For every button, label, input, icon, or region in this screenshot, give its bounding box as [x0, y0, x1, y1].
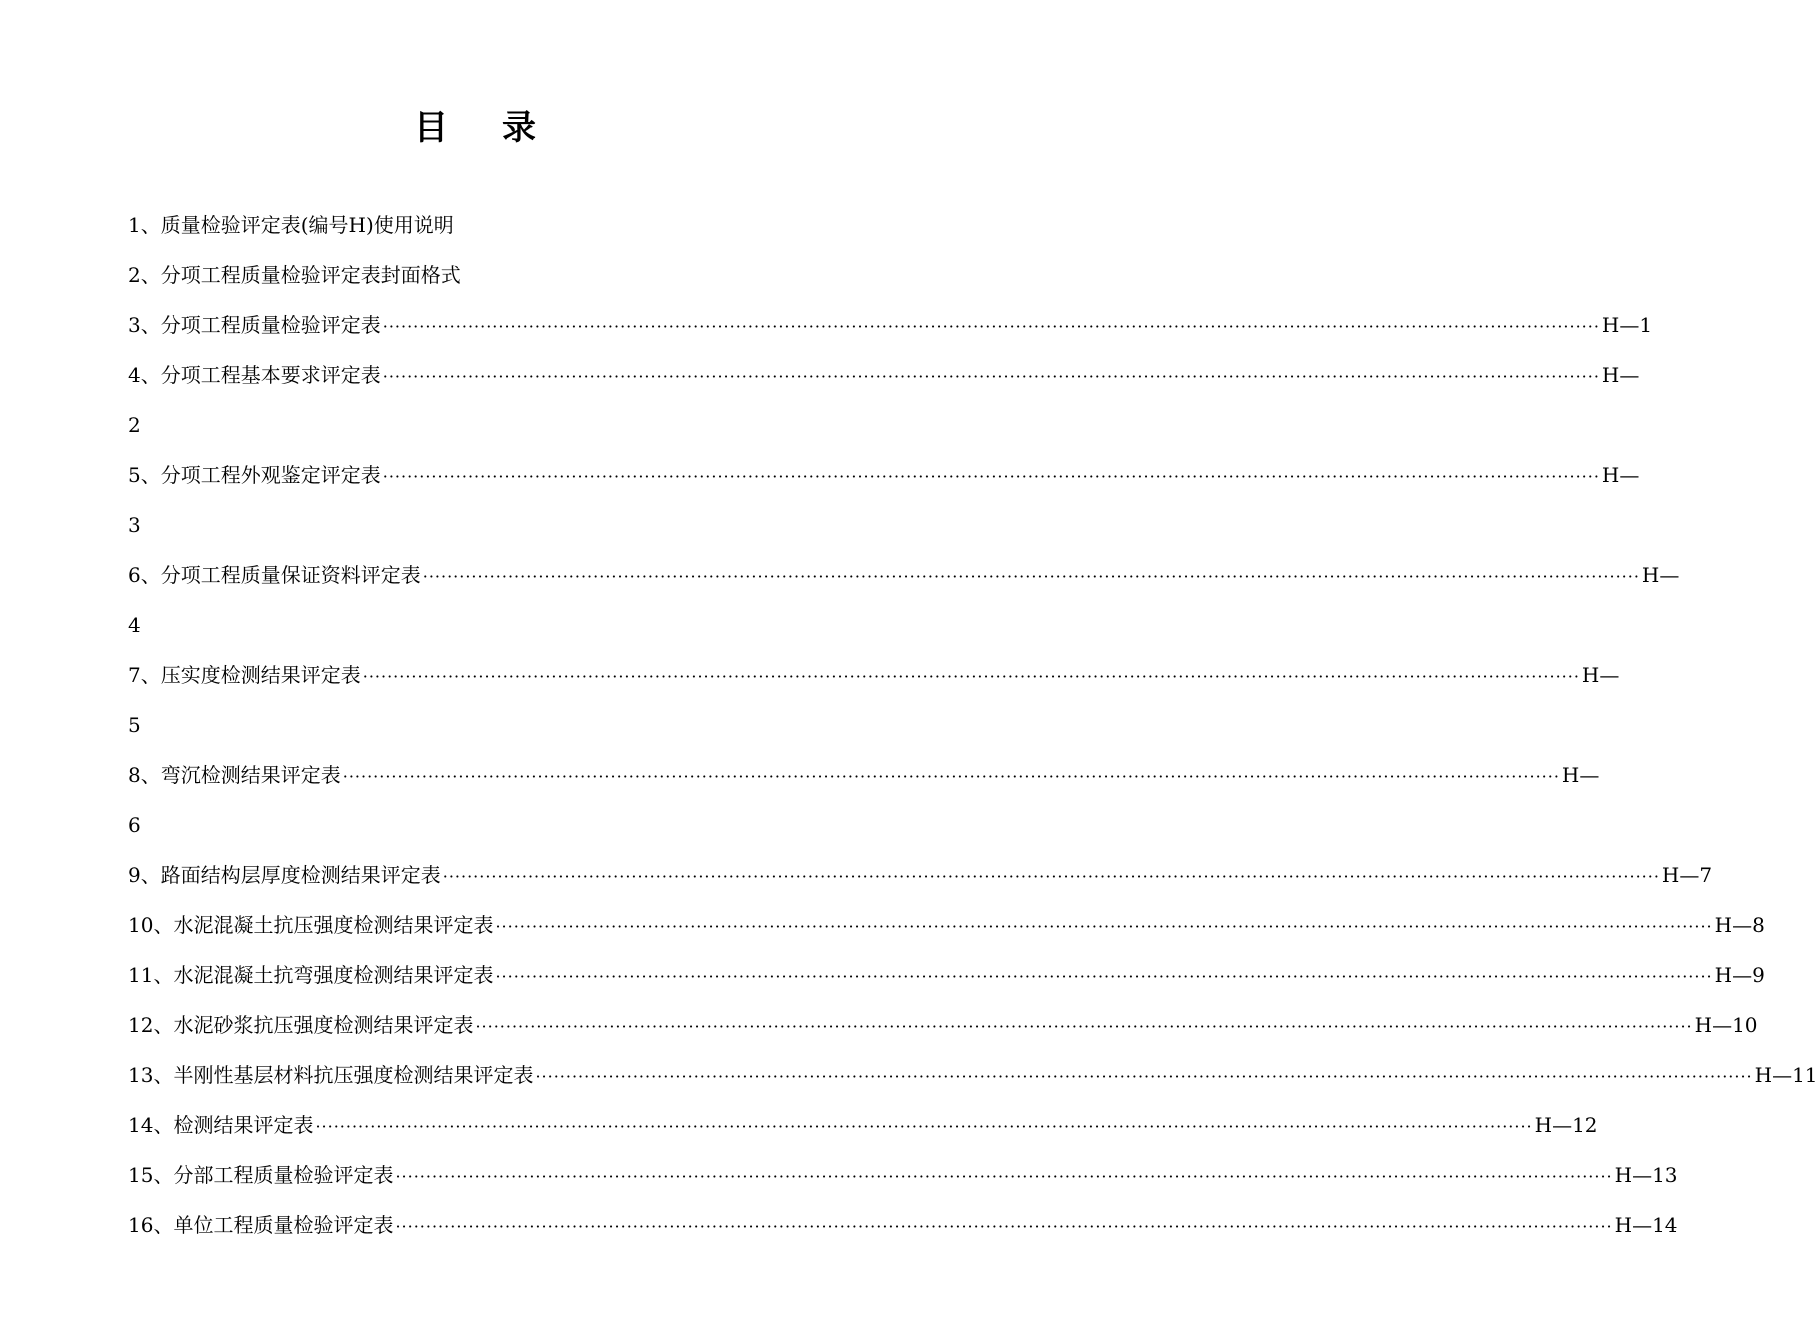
toc-entry-title: 检测结果评定表	[173, 1113, 314, 1137]
toc-dot-leader: ········································································································································································································	[315, 1117, 1533, 1136]
toc-entry-page-number: 4	[128, 613, 141, 637]
toc-entry-page: H—8	[1714, 913, 1765, 937]
toc-dot-leader: ········································································································································································································	[495, 967, 1713, 986]
toc-dot-leader: ········································································································································································································	[362, 667, 1580, 686]
page-title-part-1: 目	[414, 108, 448, 148]
page-title	[0, 104, 950, 152]
toc-entry-title: 水泥混凝土抗弯强度检测结果评定表	[173, 963, 494, 987]
toc-entry[interactable]	[128, 450, 1640, 500]
toc-entry-number: 14、	[128, 1113, 174, 1137]
page-title-part-2: 录	[502, 108, 536, 148]
toc-entry[interactable]	[128, 1200, 1678, 1250]
toc-entry-number: 2、	[128, 263, 161, 287]
toc-entry-page-number: 3	[128, 513, 141, 537]
toc-entry-number: 1、	[128, 213, 161, 237]
toc-entry-title: 半刚性基层材料抗压强度检测结果评定表	[173, 1063, 534, 1087]
toc-entry-title: 压实度检测结果评定表	[160, 663, 361, 687]
toc-dot-leader: ········································································································································································································	[382, 317, 1600, 336]
toc-entry-number: 6、	[128, 563, 161, 587]
toc-entry[interactable]	[128, 300, 1653, 350]
toc-entry-title: 分项工程质量检验评定表	[160, 313, 381, 337]
toc-entry-number: 16、	[128, 1213, 174, 1237]
toc-entry[interactable]	[128, 900, 1765, 950]
toc-entry-page: H—	[1601, 363, 1640, 387]
toc-entry-page-wrap	[128, 500, 838, 550]
toc-dot-leader: ········································································································································································································	[382, 467, 1600, 486]
toc-entry-title: 单位工程质量检验评定表	[173, 1213, 394, 1237]
toc-entry-page-wrap	[128, 400, 838, 450]
toc-entry-number: 13、	[128, 1063, 174, 1087]
toc-entry-number: 7、	[128, 663, 161, 687]
toc-entry-title: 水泥砂浆抗压强度检测结果评定表	[173, 1013, 474, 1037]
toc-entry[interactable]	[128, 650, 1620, 700]
toc-entry-number: 4、	[128, 363, 161, 387]
toc-entry-number: 9、	[128, 863, 161, 887]
toc-entry-page-wrap	[128, 800, 838, 850]
toc-entry-page: H—9	[1714, 963, 1765, 987]
toc-dot-leader: ········································································································································································································	[382, 367, 1600, 386]
toc-entry-page-number: 6	[128, 813, 141, 837]
toc-dot-leader: ········································································································································································································	[342, 767, 1560, 786]
toc-entry-title: 分部工程质量检验评定表	[173, 1163, 394, 1187]
toc-dot-leader: ········································································································································································································	[395, 1167, 1613, 1186]
toc-entry-title: 质量检验评定表(编号H)使用说明	[160, 213, 454, 237]
toc-entry-page-wrap	[128, 700, 838, 750]
toc-entry[interactable]	[128, 200, 838, 250]
toc-entry-number: 3、	[128, 313, 161, 337]
toc-entry-page: H—7	[1661, 863, 1713, 887]
toc-entry-page: H—12	[1534, 1113, 1598, 1137]
toc-dot-leader: ········································································································································································································	[422, 567, 1640, 586]
toc-entry-title: 分项工程基本要求评定表	[160, 363, 381, 387]
toc-entry-page-number: 2	[128, 413, 141, 437]
toc-entry-title: 路面结构层厚度检测结果评定表	[160, 863, 441, 887]
toc-entry-page: H—	[1581, 663, 1620, 687]
toc-entry-page: H—	[1561, 763, 1600, 787]
toc-entry[interactable]	[128, 1100, 1598, 1150]
toc-entry-page: H—11	[1754, 1063, 1818, 1087]
toc-entry-title: 分项工程外观鉴定评定表	[160, 463, 381, 487]
toc-entry[interactable]	[128, 750, 1600, 800]
toc-entry[interactable]	[128, 350, 1640, 400]
toc-entry-page-number: 5	[128, 713, 141, 737]
toc-entry[interactable]	[128, 1000, 1758, 1050]
toc-entry-number: 12、	[128, 1013, 174, 1037]
toc-entry-number: 10、	[128, 913, 174, 937]
toc-entry-title: 分项工程质量检验评定表封面格式	[160, 263, 461, 287]
toc-entry[interactable]	[128, 850, 1713, 900]
toc-entry[interactable]	[128, 950, 1765, 1000]
toc-dot-leader: ········································································································································································································	[395, 1217, 1613, 1236]
toc-entry-page: H—	[1641, 563, 1680, 587]
toc-entry-number: 5、	[128, 463, 161, 487]
table-of-contents	[128, 200, 1818, 1250]
toc-entry-page: H—	[1601, 463, 1640, 487]
toc-entry[interactable]	[128, 1150, 1678, 1200]
toc-entry-page: H—13	[1614, 1163, 1678, 1187]
toc-dot-leader: ········································································································································································································	[442, 867, 1660, 886]
toc-dot-leader: ········································································································································································································	[535, 1067, 1753, 1086]
toc-entry[interactable]	[128, 1050, 1818, 1100]
toc-dot-leader: ········································································································································································································	[475, 1017, 1693, 1036]
toc-entry[interactable]	[128, 550, 1680, 600]
toc-entry-title: 水泥混凝土抗压强度检测结果评定表	[173, 913, 494, 937]
toc-entry-number: 15、	[128, 1163, 174, 1187]
toc-entry-number: 8、	[128, 763, 161, 787]
toc-entry[interactable]	[128, 250, 838, 300]
toc-entry-page: H—10	[1694, 1013, 1758, 1037]
toc-entry-title: 分项工程质量保证资料评定表	[160, 563, 421, 587]
toc-dot-leader: ········································································································································································································	[495, 917, 1713, 936]
toc-entry-page: H—14	[1614, 1213, 1678, 1237]
toc-entry-title: 弯沉检测结果评定表	[160, 763, 341, 787]
toc-entry-page: H—1	[1601, 313, 1653, 337]
toc-entry-number: 11、	[128, 963, 174, 987]
toc-entry-page-wrap	[128, 600, 838, 650]
